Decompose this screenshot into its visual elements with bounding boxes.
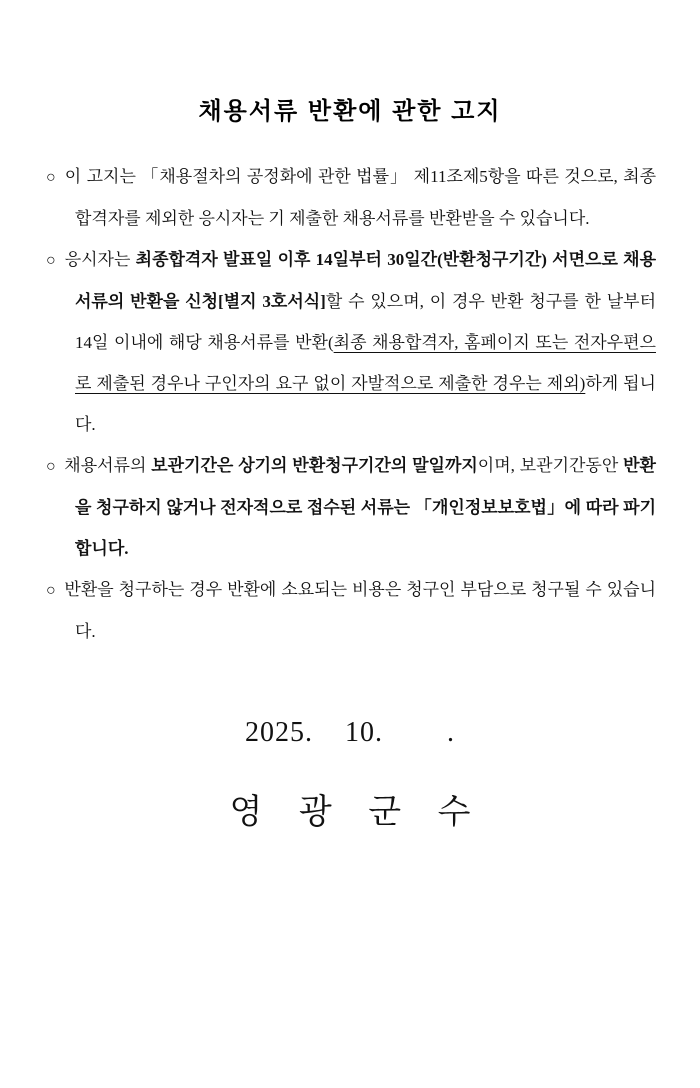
notice-title: 채용서류 반환에 관한 고지 [198,98,502,125]
circle-bullet-icon: ○ [46,251,57,269]
text-segment: 할 수 있으며, 이 경우 반환 청구를 한 날부터 14일 이내에 해당 채용서류를 반환( [75,291,656,352]
text-segment: 보관기간은 상기의 반환청구기간의 말일까지 [151,455,478,475]
circle-bullet-icon: ○ [46,457,57,475]
notice-paragraph [46,239,656,445]
text-segment: 최종합격자 발표일 이후 14일부터 30일간(반환청구기간) 서면으로 채용서류의 반환을 신청[별지 3호서식] [75,249,656,311]
text-segment: 하게 됩니다. [75,373,656,434]
signature-line: 영 광 군 수 [229,793,485,831]
notice-body [46,156,656,652]
notice-paragraph [46,569,656,652]
notice-paragraph [46,445,656,569]
text-segment: 최종 채용합격자, 홈페이지 또는 전자우편으로 제출된 경우나 구인자의 요구 없이 자발적으로 제출한 경우는 제외) [75,332,656,393]
text-segment: 이 고지는 「채용절차의 공정화에 관한 법률」 제11조제5항을 따른 것으로, 최종합격자를 제외한 응시자는 기 제출한 채용서류를 반환받을 수 있습니다. [64,166,656,228]
circle-bullet-icon: ○ [46,581,57,599]
text-segment: 이며, 보관기간동안 [477,455,624,475]
text-segment: 반환을 청구하지 않거나 전자적으로 접수된 서류는 「개인정보보호법」에 따라 파기합니다. [75,455,656,558]
notice-page [0,98,700,1088]
text-segment: 반환을 청구하는 경우 반환에 소요되는 비용은 청구인 부담으로 청구될 수 있습니다. [64,579,656,641]
notice-paragraph [46,156,656,239]
date-line: 2025. 10. . [245,716,455,748]
text-segment: 응시자는 [64,249,136,269]
circle-bullet-icon: ○ [46,168,57,186]
text-segment: 채용서류의 [64,455,152,475]
